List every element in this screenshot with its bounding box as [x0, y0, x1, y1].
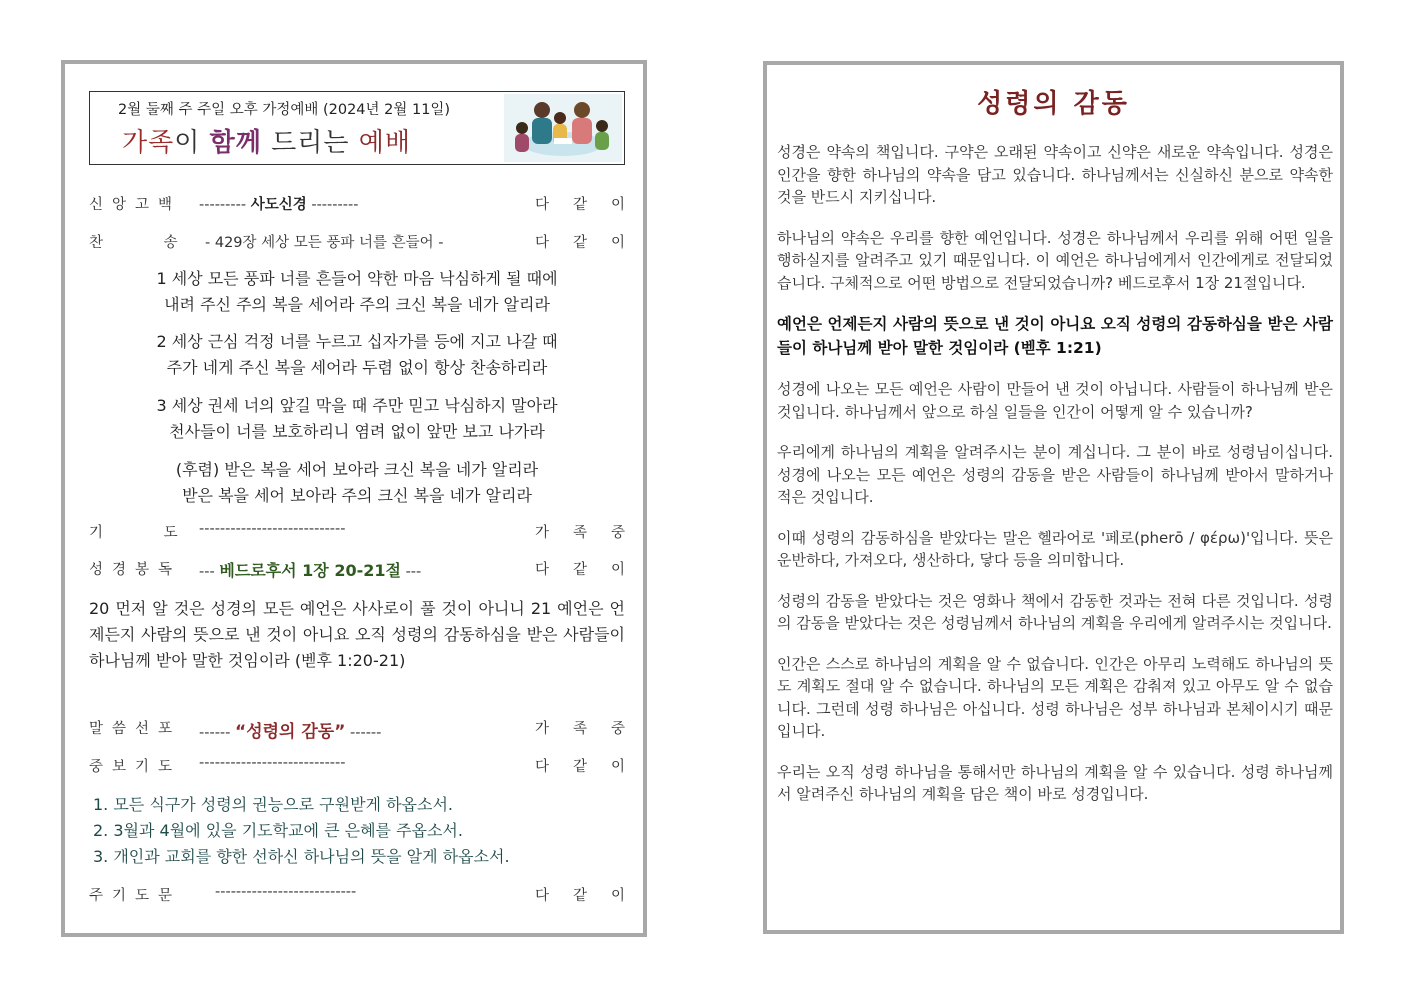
title-part: 함께 [209, 128, 262, 158]
hymn-line: 받은 복을 세어 보아라 주의 크신 복을 네가 알리라 [182, 486, 532, 505]
prayer-list [93, 792, 629, 870]
order-item-creed [89, 193, 649, 217]
sermon-body [777, 141, 1333, 824]
worship-date: 2월 둘째 주 주일 오후 가정예배 (2024년 2월 11일) [118, 102, 451, 118]
dash-line: ------ [350, 725, 382, 741]
hymn-verse-3 [89, 393, 625, 445]
hymn-line: 주가 네게 주신 복을 세어라 두렴 없이 항상 찬송하리라 [166, 358, 548, 377]
hymn-line: 1 세상 모든 풍파 너를 흔들어 약한 마음 낙심하게 될 때에 [156, 269, 558, 288]
order-item-lords-prayer [89, 884, 649, 908]
header-box [89, 91, 625, 165]
order-label: 중보기도 [89, 759, 182, 775]
hymn-line: 천사들이 너를 보호하리니 염려 없이 앞만 보고 나가라 [169, 422, 545, 441]
sermon-paragraph: 인간은 스스로 하나님의 계획을 알 수 없습니다. 인간은 아무리 노력해도 하나님의 뜻도 계획도 절대 알 수 없습니다. 하나님의 모든 계획은 감춰져 있고 아무도 알 수 없습니다. 그런데 성령 하나님은 아십니다. 성령 하나님은 성부 하나님과 본체이시기 때문입니다. [777, 654, 1333, 740]
dash-line: --- [405, 564, 422, 580]
hymn-line: 내려 주신 주의 복을 세어라 주의 크신 복을 네가 알리라 [164, 295, 550, 314]
sermon-paragraph: 이때 성령의 감동하심을 받았다는 말은 헬라어로 '페로(pherō / φέρω)'입니다. 뜻은 운반하다, 가져오다, 생산하다, 닿다 등을 의미합니다. [777, 528, 1333, 569]
sermon-title: “성령의 감동” [235, 722, 346, 742]
order-item-hymn [89, 231, 649, 255]
hymn-line: 3 세상 권세 너의 앞길 막을 때 주만 믿고 낙심하지 말아라 [156, 396, 558, 415]
dash-line: --- [199, 564, 215, 580]
title-part: 이 [174, 128, 210, 158]
hymn-line: 2 세상 근심 걱정 너를 누르고 십자가를 등에 지고 나갈 때 [156, 332, 558, 351]
order-label: 신앙고백 [89, 197, 182, 213]
scripture-reference: 베드로후서 1장 20-21절 [219, 561, 401, 580]
sermon-paragraph: 성경에 나오는 모든 예언은 사람이 만들어 낸 것이 아닙니다. 사람들이 하나님께 받은 것입니다. 하나님께서 앞으로 하실 일들을 인간이 어떻게 알 수 있습니까? [777, 380, 1333, 421]
hymn-line: (후렴) 받은 복을 세어 보아라 크신 복을 네가 알리라 [175, 460, 539, 479]
order-label: 말씀선포 [89, 721, 182, 737]
order-label: 성경봉독 [89, 562, 182, 578]
order-detail [199, 193, 358, 214]
worship-title [122, 122, 411, 159]
order-who: 가족중 [534, 525, 649, 541]
order-detail: - 429장 세상 모든 풍파 너를 흔들어 - [205, 235, 444, 251]
worship-order-panel [61, 60, 647, 937]
prayer-item: 1. 모든 식구가 성령의 권능으로 구원받게 하옵소서. [93, 795, 453, 814]
dash-line: --------- [199, 197, 247, 213]
family-illustration-icon [504, 94, 622, 162]
order-label: 기 도 [89, 525, 178, 541]
order-who: 가족중 [534, 721, 649, 737]
order-label: 찬 송 [89, 235, 178, 251]
order-detail [199, 558, 421, 581]
order-item-sermon [89, 717, 649, 742]
title-part: 드리는 [261, 128, 359, 158]
order-who: 다같이 [534, 759, 649, 775]
order-item-intercession [89, 755, 649, 779]
order-who: 다같이 [534, 197, 649, 213]
sermon-paragraph: 우리에게 하나님의 계획을 알려주시는 분이 계십니다. 그 분이 바로 성령님이십니다. 성경에 나오는 모든 예언은 성령의 감동을 받은 사람들이 하나님께 받아서 말하거나 적은 것입니다. [777, 443, 1333, 506]
sermon-panel [763, 61, 1344, 934]
order-who: 다같이 [534, 235, 649, 251]
dash-line: ---------------------------- [199, 755, 346, 771]
title-part: 예배 [358, 128, 411, 158]
creed-name: 사도신경 [250, 197, 307, 213]
dash-line: ---------------------------- [199, 521, 346, 537]
scripture-text: 20 먼저 알 것은 성경의 모든 예언은 사사로이 풀 것이 아니니 21 예언은 언제든지 사람의 뜻으로 낸 것이 아니요 오직 성령의 감동하심을 받은 사람들이 하나님께 받아 말한 것임이라 (벧후 1:20-21) [89, 599, 625, 670]
prayer-item: 2. 3월과 4월에 있을 기도학교에 큰 은혜를 주옵소서. [93, 821, 463, 840]
order-detail [199, 717, 381, 742]
order-item-scripture [89, 558, 649, 582]
order-who: 다같이 [534, 562, 649, 578]
hymn-verse-1 [89, 266, 625, 318]
sermon-paragraph: 성경은 약속의 책입니다. 구약은 오래된 약속이고 신약은 새로운 약속입니다. 성경은 인간을 향한 하나님의 약속을 담고 있습니다. 하나님께서는 신실하신 분으로 약속한 것을 반드시 지키십니다. [777, 143, 1333, 206]
dash-line: ------ [199, 725, 231, 741]
order-who: 다같이 [534, 888, 649, 904]
order-item-prayer [89, 521, 649, 545]
sermon-paragraph: 성령의 감동을 받았다는 것은 영화나 책에서 감동한 것과는 전혀 다른 것입니다. 성령의 감동을 받았다는 것은 성령님께서 하나님의 계획을 우리에게 알려주시는 것입니다. [777, 591, 1333, 632]
title-part: 가족 [122, 128, 175, 158]
sermon-paragraph: 하나님의 약속은 우리를 향한 예언입니다. 성경은 하나님께서 우리를 위해 어떤 일을 행하실지를 알려주고 있기 때문입니다. 이 예언은 하나님에게서 인간에게로 전달되었습니다. 구체적으로 어떤 방법으로 전달되었습니까? 베드로후서 1장 21절입니다. [777, 228, 1333, 292]
sermon-heading: 성령의 감동 [977, 89, 1130, 119]
prayer-item: 3. 개인과 교회를 향한 선하신 하나님의 뜻을 알게 하옵소서. [93, 847, 510, 866]
hymn-chorus [89, 457, 625, 509]
hymn-verse-2 [89, 329, 625, 381]
sermon-paragraph: 우리는 오직 성령 하나님을 통해서만 하나님의 계획을 알 수 있습니다. 성령 하나님께서 알려주신 하나님의 계획을 담은 책이 바로 성경입니다. [777, 762, 1333, 803]
sermon-key-verse: 예언은 언제든지 사람의 뜻으로 낸 것이 아니요 오직 성령의 감동하심을 받은 사람들이 하나님께 받아 말한 것임이라 (벧후 1:21) [777, 315, 1333, 357]
dash-line: --------- [311, 197, 359, 213]
order-label: 주기도문 [89, 888, 182, 904]
dash-line: --------------------------- [215, 884, 357, 900]
